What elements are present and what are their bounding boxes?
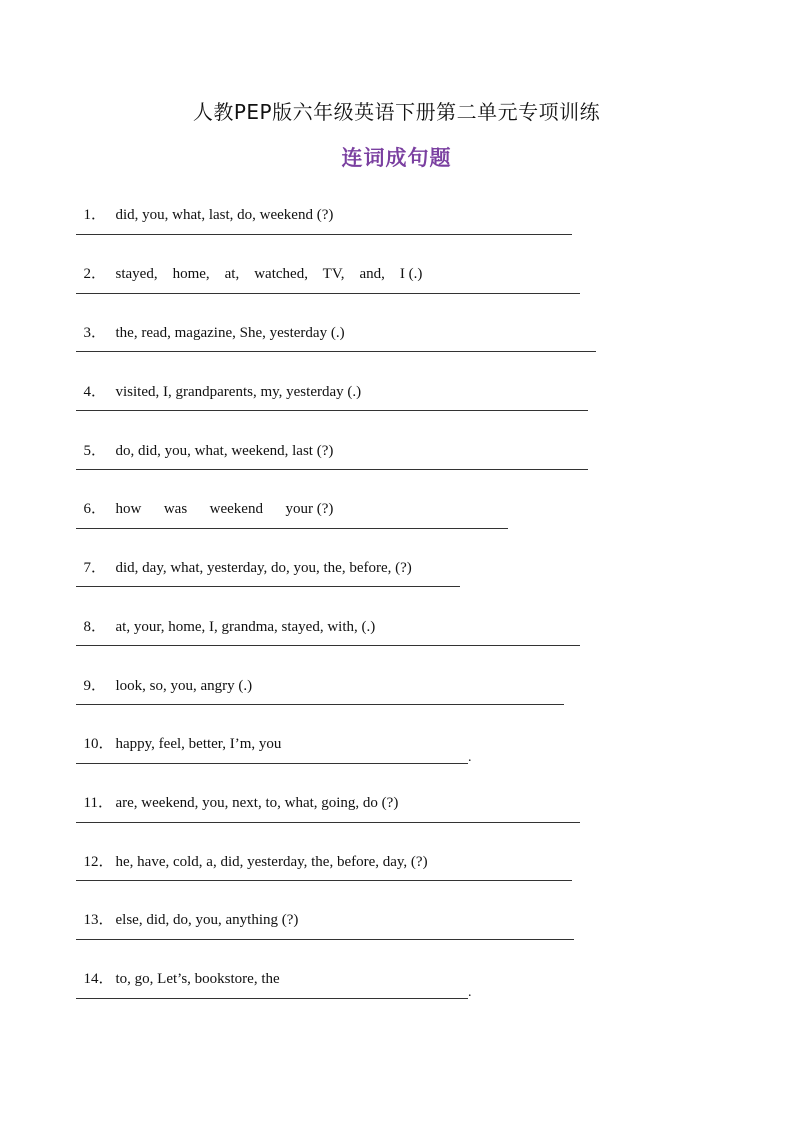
- question-9: [76, 659, 252, 695]
- question-number: 12．: [83, 854, 114, 870]
- question-number: 1．: [83, 207, 107, 223]
- question-text: did, day, what, yesterday, do, you, the, before, (?): [115, 560, 412, 576]
- question-3: [76, 306, 345, 342]
- question-12: [76, 835, 428, 871]
- question-text: stayed, home, at, watched, TV, and, I (.): [115, 266, 423, 282]
- question-text: do, did, you, what, weekend, last (?): [115, 443, 334, 459]
- answer-line-13[interactable]: [76, 939, 574, 940]
- question-number: 14．: [83, 971, 114, 987]
- question-number: 6．: [83, 501, 107, 517]
- question-4: [76, 365, 361, 401]
- answer-line-6[interactable]: [76, 528, 508, 529]
- question-number: 5．: [83, 443, 107, 459]
- answer-line-12[interactable]: [76, 880, 572, 881]
- line-end-period: .: [468, 985, 472, 1000]
- answer-line-10[interactable]: [76, 763, 468, 764]
- question-8: [76, 600, 375, 636]
- answer-line-2[interactable]: [76, 293, 580, 294]
- question-7: [76, 541, 412, 577]
- question-number: 2．: [83, 266, 107, 282]
- answer-line-14[interactable]: [76, 998, 468, 999]
- answer-line-1[interactable]: [76, 234, 572, 235]
- question-number: 3．: [83, 325, 107, 341]
- question-text: how was weekend your (?): [115, 501, 334, 517]
- answer-line-5[interactable]: [76, 469, 588, 470]
- answer-line-3[interactable]: [76, 351, 596, 352]
- answer-line-8[interactable]: [76, 645, 580, 646]
- question-text: are, weekend, you, next, to, what, going, do (?): [115, 795, 399, 811]
- question-text: at, your, home, I, grandma, stayed, with, (.): [115, 619, 376, 635]
- answer-line-9[interactable]: [76, 704, 564, 705]
- question-number: 4．: [83, 384, 107, 400]
- question-1: [76, 188, 333, 224]
- question-text: happy, feel, better, I’m, you: [115, 736, 282, 752]
- question-number: 7．: [83, 560, 107, 576]
- question-10: [76, 717, 281, 753]
- question-6: [76, 482, 333, 518]
- question-number: 9．: [83, 678, 107, 694]
- question-number: 10．: [83, 736, 114, 752]
- question-text: visited, I, grandparents, my, yesterday (.): [115, 384, 362, 400]
- question-text: to, go, Let’s, bookstore, the: [115, 971, 280, 987]
- answer-line-7[interactable]: [76, 586, 460, 587]
- question-number: 13．: [83, 912, 114, 928]
- question-text: he, have, cold, a, did, yesterday, the, before, day, (?): [115, 854, 428, 870]
- answer-line-11[interactable]: [76, 822, 580, 823]
- question-text: did, you, what, last, do, weekend (?): [115, 207, 334, 223]
- question-2: [76, 247, 422, 283]
- question-number: 8．: [83, 619, 107, 635]
- question-text: else, did, do, you, anything (?): [115, 912, 299, 928]
- question-5: [76, 424, 333, 460]
- question-number: 11．: [83, 795, 113, 811]
- answer-line-4[interactable]: [76, 410, 588, 411]
- question-11: [76, 776, 398, 812]
- question-text: the, read, magazine, She, yesterday (.): [115, 325, 345, 341]
- question-14: [76, 952, 280, 988]
- line-end-period: .: [468, 750, 472, 765]
- page-title: 人教PEP版六年级英语下册第二单元专项训练: [192, 100, 601, 124]
- question-13: [76, 893, 298, 929]
- section-subtitle: 连词成句题: [341, 146, 452, 170]
- question-text: look, so, you, angry (.): [115, 678, 253, 694]
